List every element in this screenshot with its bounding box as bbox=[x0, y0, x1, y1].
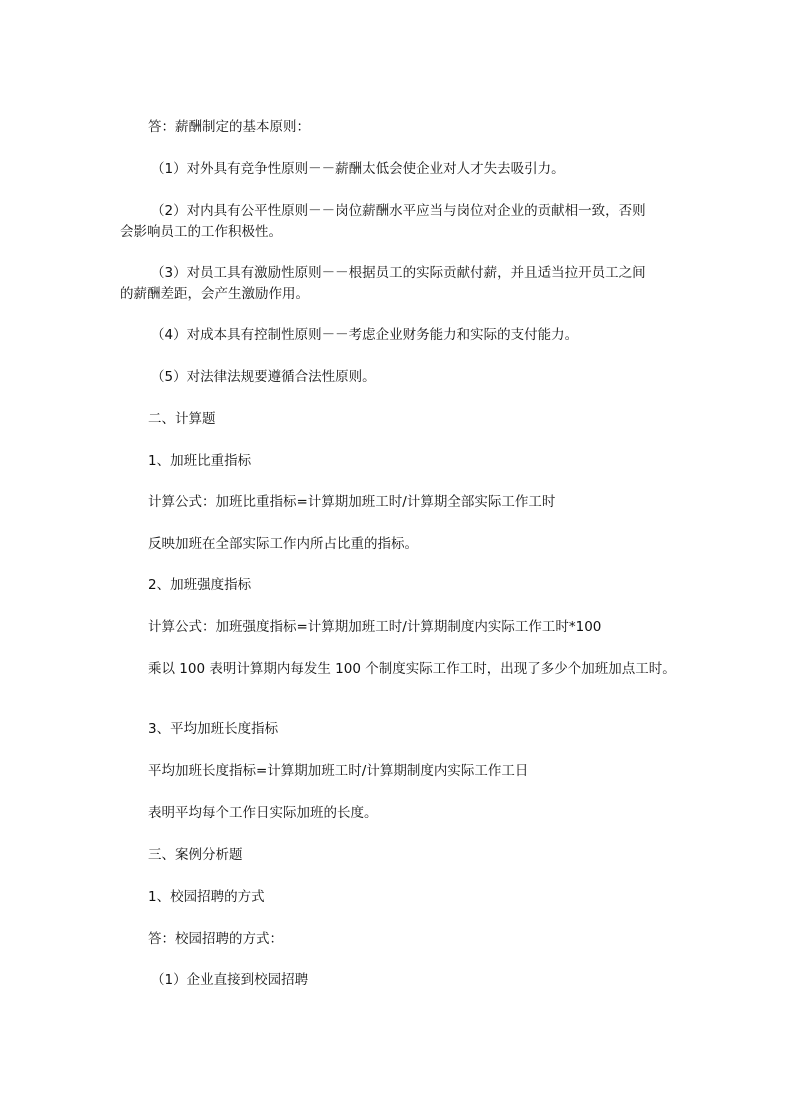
explanation-average-overtime: 表明平均每个工作日实际加班的长度。 bbox=[148, 805, 378, 821]
formula-average-overtime: 平均加班长度指标=计算期加班工时/计算期制度内实际工作工日 bbox=[148, 763, 529, 779]
item-heading-campus-recruiting: 1、校园招聘的方式 bbox=[148, 889, 265, 905]
answer-campus-recruiting: 答：校园招聘的方式： bbox=[148, 931, 283, 947]
principle-4: （4）对成本具有控制性原则－－考虑企业财务能力和实际的支付能力。 bbox=[151, 327, 579, 343]
item-heading-average-overtime: 3、平均加班长度指标 bbox=[148, 721, 279, 737]
principle-2-line-2: 会影响员工的工作积极性。 bbox=[120, 224, 282, 240]
principle-2-line-1: （2）对内具有公平性原则－－岗位薪酬水平应当与岗位对企业的贡献相一致，否则 bbox=[151, 203, 646, 219]
principle-5: （5）对法律法规要遵循合法性原则。 bbox=[151, 369, 376, 385]
formula-overtime-intensity: 计算公式：加班强度指标=计算期加班工时/计算期制度内实际工作工时*100 bbox=[148, 619, 602, 635]
explanation-overtime-intensity: 乘以 100 表明计算期内每发生 100 个制度实际工作工时，出现了多少个加班加点工时。 bbox=[148, 661, 676, 677]
section-heading-calculation: 二、计算题 bbox=[148, 411, 216, 427]
campus-method-1: （1）企业直接到校园招聘 bbox=[151, 972, 309, 988]
principle-1: （1）对外具有竞争性原则－－薪酬太低会使企业对人才失去吸引力。 bbox=[151, 161, 565, 177]
section-heading-case-analysis: 三、案例分析题 bbox=[148, 847, 243, 863]
explanation-overtime-ratio: 反映加班在全部实际工作内所占比重的指标。 bbox=[148, 536, 418, 552]
item-heading-overtime-intensity: 2、加班强度指标 bbox=[148, 577, 252, 593]
principle-3-line-1: （3）对员工具有激励性原则－－根据员工的实际贡献付薪，并且适当拉开员工之间 bbox=[151, 265, 646, 281]
answer-heading: 答：薪酬制定的基本原则： bbox=[148, 119, 310, 135]
formula-overtime-ratio: 计算公式：加班比重指标=计算期加班工时/计算期全部实际工作工时 bbox=[148, 494, 556, 510]
principle-3-line-2: 的薪酬差距，会产生激励作用。 bbox=[120, 286, 309, 302]
item-heading-overtime-ratio: 1、加班比重指标 bbox=[148, 453, 252, 469]
